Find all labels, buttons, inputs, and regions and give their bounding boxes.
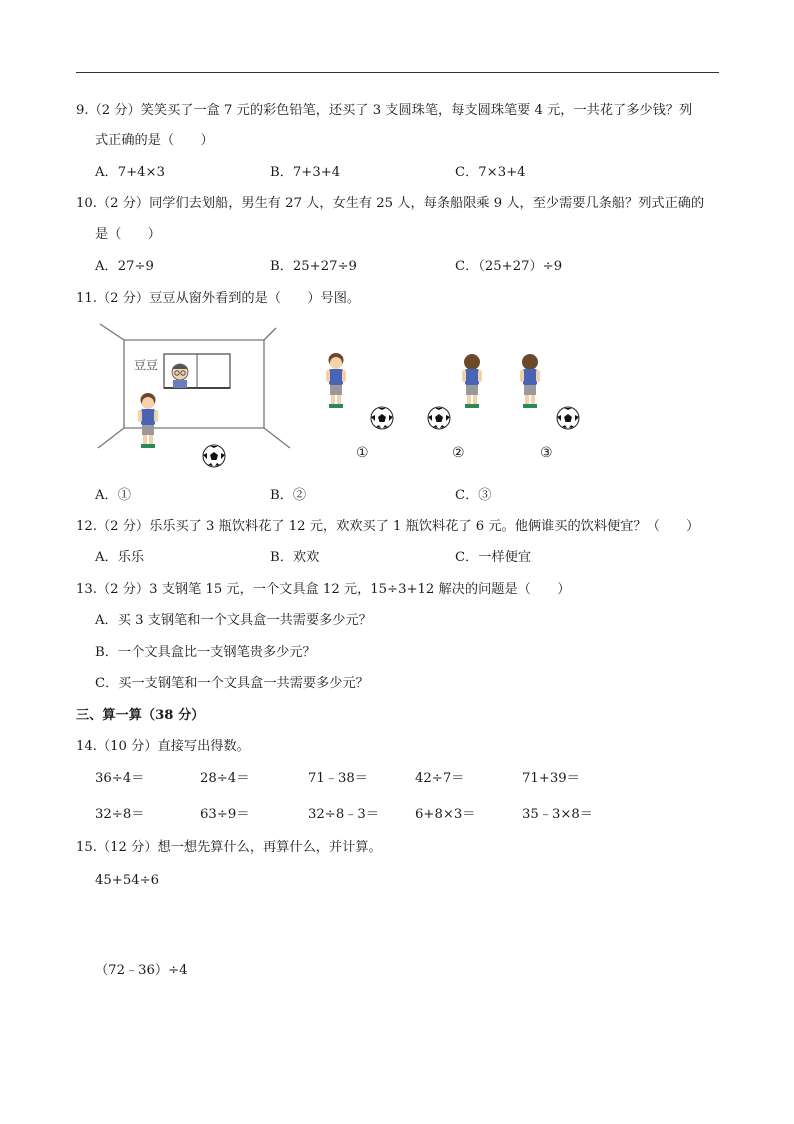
q9-option-a[interactable]: A．7+4×3	[95, 165, 165, 180]
q14-item-6: 32÷8＝	[95, 807, 145, 822]
q13-option-c[interactable]: C．买一支钢笔和一个文具盒一共需要多少元？	[95, 676, 369, 691]
q10-option-a[interactable]: A．27÷9	[95, 259, 154, 274]
q11-stem: 11.（2 分）豆豆从窗外看到的是（ ）号图。	[76, 291, 361, 306]
q15-expr-1: 45+54÷6	[95, 873, 160, 888]
view-1-number: ①	[356, 445, 369, 461]
section-3-title: 三、算一算（38 分）	[76, 708, 205, 723]
q13-stem: 13.（2 分）3 支钢笔 15 元，一个文具盒 12 元，15÷3+12 解决的问题是（ ）	[76, 582, 571, 597]
q14-item-1: 36÷4＝	[95, 771, 145, 786]
q10-stem-line2: 是（ ）	[95, 227, 161, 242]
q13-option-a[interactable]: A．买 3 支钢笔和一个文具盒一共需要多少元？	[95, 613, 372, 628]
view-2-ball-icon	[428, 407, 450, 429]
q11-option-a[interactable]: A．①	[95, 488, 131, 503]
q9-stem-line2: 式正确的是（ ）	[95, 133, 214, 148]
q12-stem: 12.（2 分）乐乐买了 3 瓶饮料花了 12 元，欢欢买了 1 瓶饮料花了 6 元。他俩谁买的饮料便宜？（ ）	[76, 519, 700, 534]
q9-stem-line1: 9.（2 分）笑笑买了一盒 7 元的彩色铅笔，还买了 3 支圆珠笔，每支圆珠笔要 4 元，一共花了多少钱？列	[76, 103, 693, 118]
q12-option-a[interactable]: A．乐乐	[95, 550, 145, 565]
q11-option-b[interactable]: B．②	[270, 488, 307, 503]
soccer-ball-icon	[203, 445, 225, 467]
q9-option-c[interactable]: C．7×3+4	[455, 165, 526, 180]
view-2-number: ②	[452, 445, 465, 461]
q14-stem: 14.（10 分）直接写出得数。	[76, 739, 250, 754]
header-rule	[76, 72, 719, 73]
view-3-ball-icon	[557, 407, 579, 429]
q15-stem: 15.（12 分）想一想先算什么，再算什么，并计算。	[76, 840, 382, 855]
q10-stem-line1: 10.（2 分）同学们去划船，男生有 27 人，女生有 25 人，每条船限乘 9 人，至少需要几条船？列式正确的	[76, 196, 705, 211]
q10-option-c[interactable]: C．（25+27）÷9	[455, 259, 563, 274]
q9-option-b[interactable]: B．7+3+4	[270, 165, 341, 180]
q14-item-4: 42÷7＝	[415, 771, 465, 786]
q11-figure	[94, 320, 594, 470]
q14-item-5: 71+39＝	[522, 771, 580, 786]
window-icon	[164, 354, 230, 388]
q10-option-b[interactable]: B．25+27÷9	[270, 259, 357, 274]
q14-item-10: 35﹣3×8＝	[522, 807, 593, 822]
q14-item-9: 6+8×3＝	[415, 807, 476, 822]
q14-item-2: 28÷4＝	[200, 771, 250, 786]
q14-item-8: 32÷8﹣3＝	[308, 807, 379, 822]
window-label: 豆豆	[134, 358, 159, 372]
q12-option-b[interactable]: B．欢欢	[270, 550, 320, 565]
q12-option-c[interactable]: C．一样便宜	[455, 550, 532, 565]
q13-option-b[interactable]: B．一个文具盒比一支钢笔贵多少元？	[95, 645, 316, 660]
q15-expr-2: （72﹣36）÷4	[95, 963, 188, 978]
view-1-boy-icon	[326, 353, 346, 408]
view-2-boy-back-icon	[462, 354, 482, 408]
boy-front-icon	[138, 393, 158, 448]
view-3-boy-back-icon	[520, 354, 540, 408]
view-3-number: ③	[540, 445, 553, 461]
q11-option-c[interactable]: C．③	[455, 488, 492, 503]
q14-item-3: 71﹣38＝	[308, 771, 368, 786]
view-1-ball-icon	[371, 407, 393, 429]
q14-item-7: 63÷9＝	[200, 807, 250, 822]
